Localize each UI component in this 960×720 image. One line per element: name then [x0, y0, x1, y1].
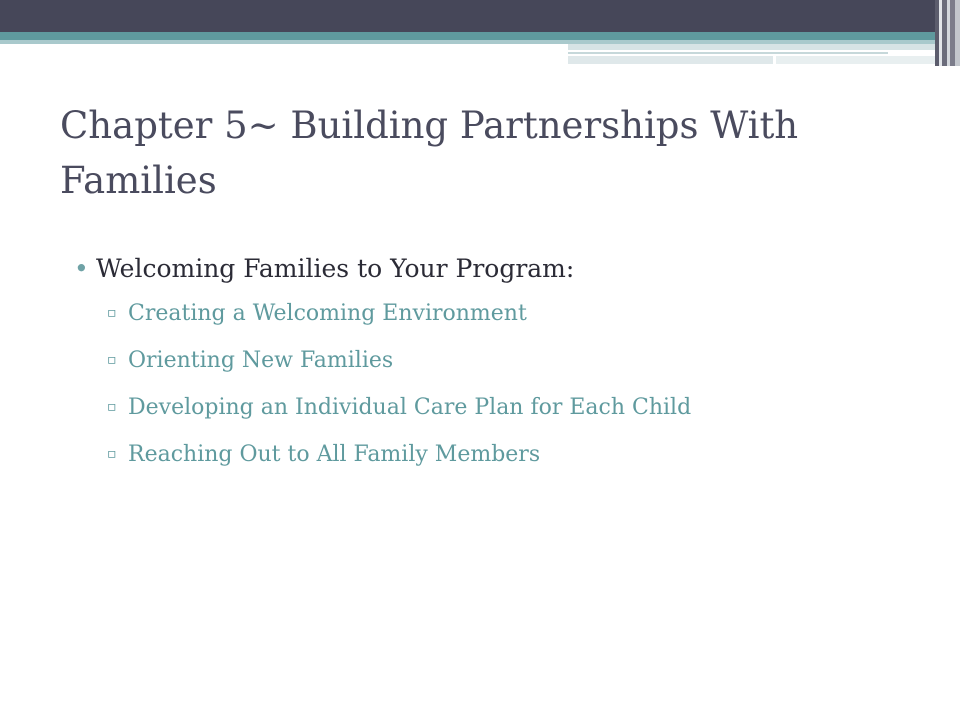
sub-bullet-list — [74, 290, 934, 478]
sub-bullet-text: Developing an Individual Care Plan for Each Child — [128, 395, 692, 420]
bullet-dot-icon: • — [74, 254, 89, 283]
sub-bullet-item — [74, 431, 934, 478]
slide-title: Chapter 5~ Building Partnerships With Families — [60, 104, 799, 202]
header-teal-bar — [0, 32, 935, 40]
sub-bullet-text: Orienting New Families — [128, 348, 394, 373]
bullet-item — [74, 248, 934, 290]
sub-bullet-text: Reaching Out to All Family Members — [128, 442, 541, 467]
bullet-text: Welcoming Families to Your Program: — [96, 254, 575, 283]
sub-bullet-item — [74, 337, 934, 384]
header-accent-line — [568, 52, 888, 54]
square-bullet-icon: ▫ — [107, 446, 117, 462]
sub-bullet-item — [74, 384, 934, 431]
header-vertical-stripe — [955, 0, 960, 66]
square-bullet-icon: ▫ — [107, 352, 117, 368]
square-bullet-icon: ▫ — [107, 399, 117, 415]
header-accent-strip — [568, 44, 935, 50]
header-accent-strip-right — [776, 56, 935, 64]
header-accent-strip-left — [568, 56, 773, 64]
header-dark-bar — [0, 0, 935, 32]
sub-bullet-text: Creating a Welcoming Environment — [128, 301, 527, 326]
sub-bullet-item — [74, 290, 934, 337]
square-bullet-icon: ▫ — [107, 305, 117, 321]
slide-content — [74, 248, 934, 478]
